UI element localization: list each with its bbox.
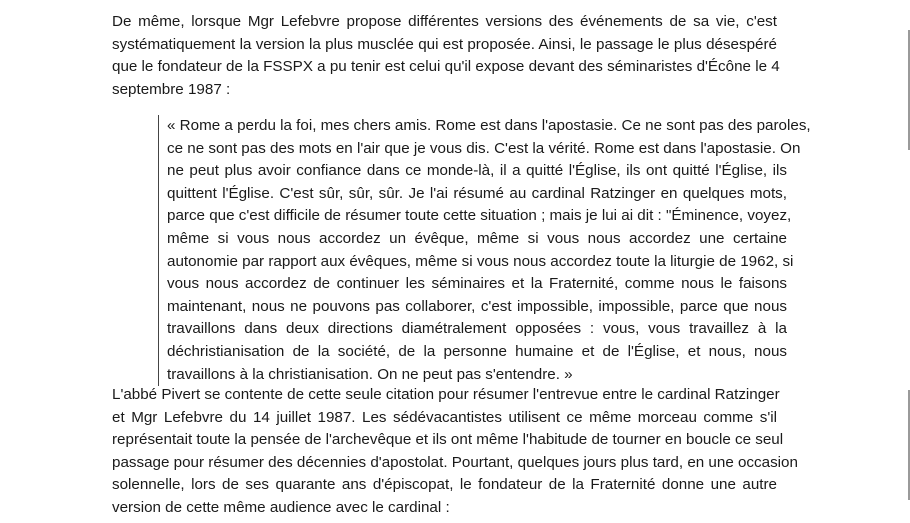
text-line: représentait toute la pensée de l'archevêque et ils ont même l'habitude de tourner en boucle ce seul [112, 431, 784, 449]
quote-line: « Rome a perdu la foi, mes chers amis. Rome est dans l'apostasie. Ce ne sont pas des paroles, [167, 117, 811, 134]
quote-line: même si vous nous accordez un évêque, même si vous nous accordez une certaine [167, 229, 787, 247]
quote-line: maintenant, nous ne pouvons pas collaborer, c'est impossible, impossible, parce que nous [167, 297, 787, 315]
text-line: systématiquement la version la plus musclée qui est proposée. Ainsi, le passage le plus désespéré [112, 35, 777, 53]
text-line: version de cette même audience avec le cardinal : [112, 498, 450, 516]
quote-line: autonomie par rapport aux évêques, même si vous nous accordez toute la liturgie de 1962, si [167, 252, 794, 270]
paragraph-commentary [112, 384, 798, 520]
paragraph-intro [112, 11, 780, 101]
text-line: De même, lorsque Mgr Lefebvre propose différentes versions des événements de sa vie, c'est [112, 13, 777, 30]
quote-line: parce que c'est difficile de résumer toute cette situation ; mais je lui ai dit : "Éminence, voyez, [167, 207, 792, 225]
quote-line: déchristianisation de la société, de la personne humaine et de l'Église, et nous, nous [167, 342, 787, 360]
text-line: passage pour résumer des décennies d'apostolat. Pourtant, quelques jours plus tard, en une occasion [112, 453, 798, 471]
quote-line: ne peut plus avoir confiance dans ce monde-là, il a quitté l'Église, ils ont quitté l'Église, ils [167, 162, 787, 180]
text-line: que le fondateur de la FSSPX a pu tenir est celui qu'il expose devant des séminaristes d'Écône le 4 [112, 58, 780, 76]
block-quote [158, 115, 811, 386]
text-line: L'abbé Pivert se contente de cette seule citation pour résumer l'entrevue entre le cardinal Ratzinger [112, 386, 780, 403]
quote-line: vous nous accordez de continuer les séminaires et la Fraternité, comme nous le faisons [167, 275, 787, 293]
text-line: solennelle, lors de ses quarante ans d'épiscopat, le fondateur de la Fraternité donne une autre [112, 476, 777, 494]
text-line: et Mgr Lefebvre du 14 juillet 1987. Les sédévacantistes utilisent ce même morceau comme s'il [112, 408, 777, 426]
quote-line: quittent l'Église. C'est sûr, sûr, sûr. Je l'ai résumé au cardinal Ratzinger en quelques mots, [167, 184, 787, 202]
text-line: septembre 1987 : [112, 80, 231, 98]
quote-line: travaillons à la christianisation. On ne peut pas s'entendre. » [167, 365, 573, 383]
quote-line: ce ne sont pas des mots en l'air que je vous dis. C'est la vérité. Rome est dans l'apostasie. On [167, 139, 801, 157]
quote-line: travaillons dans deux directions diamétralement opposées : vous, vous travaillez à la [167, 320, 787, 338]
